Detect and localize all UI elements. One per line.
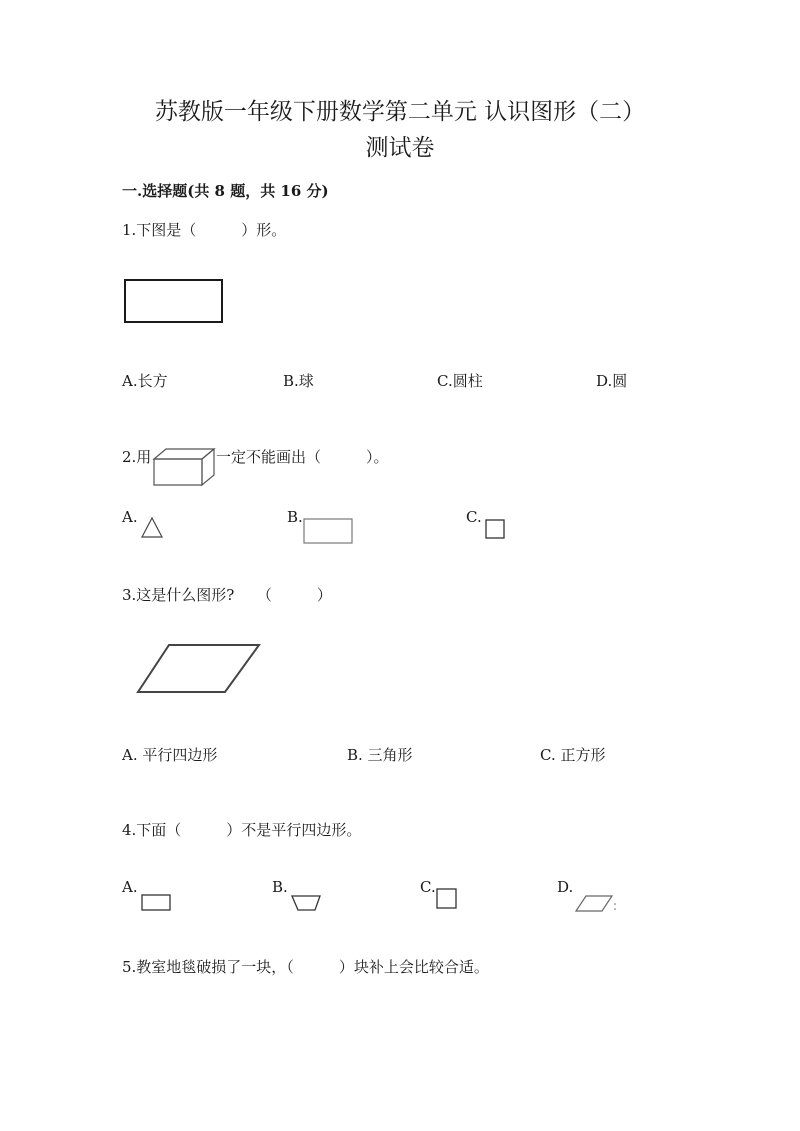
question-4-option-d[interactable]: D. [557,878,574,896]
question-3-option-a[interactable]: A. 平行四边形 [122,746,218,764]
question-1-option-a[interactable]: A.长方 [122,372,168,390]
question-4-parallelogram-figure [575,894,617,916]
question-4-stem: 4.下面（ ）不是平行四边形。 [122,821,362,839]
question-3-parallelogram-figure [135,642,263,696]
question-2-rectangle-figure [303,518,355,546]
question-3-stem: 3.这是什么图形? （ ） [122,586,332,604]
question-4-option-b[interactable]: B. [272,878,288,896]
question-2-option-c[interactable]: C. [466,508,482,526]
question-4-square-figure [436,888,460,912]
question-1-option-b[interactable]: B.球 [283,372,314,390]
question-4-rectangle-figure [141,894,173,914]
question-5-stem: 5.教室地毯破损了一块，（ ）块补上会比较合适。 [122,958,489,976]
question-2-triangle-figure [141,516,165,540]
question-2-stem-end: 一定不能画出（ ）。 [216,448,389,466]
question-1-stem: 1.下图是（ ）形。 [122,221,287,239]
question-2-option-b[interactable]: B. [287,508,303,526]
question-1-rectangle-figure [123,278,225,326]
question-3-option-b[interactable]: B. 三角形 [347,746,413,764]
question-1-option-c[interactable]: C.圆柱 [437,372,483,390]
page-title: 苏教版一年级下册数学第二单元 认识图形（二） [154,99,646,125]
question-2-option-a[interactable]: A. [122,508,138,526]
question-2-cuboid-figure [152,447,216,489]
question-2-square-figure [485,519,507,541]
question-4-option-a[interactable]: A. [122,878,138,896]
question-2-stem-start: 2.用 [122,448,152,466]
section-heading: 一.选择题(共 8 题，共 16 分) [122,182,329,200]
page-subtitle: 测试卷 [365,135,435,161]
question-1-option-d[interactable]: D.圆 [596,372,628,390]
question-4-trapezoid-figure [290,894,324,914]
question-4-option-c[interactable]: C. [420,878,436,896]
question-3-option-c[interactable]: C. 正方形 [540,746,606,764]
